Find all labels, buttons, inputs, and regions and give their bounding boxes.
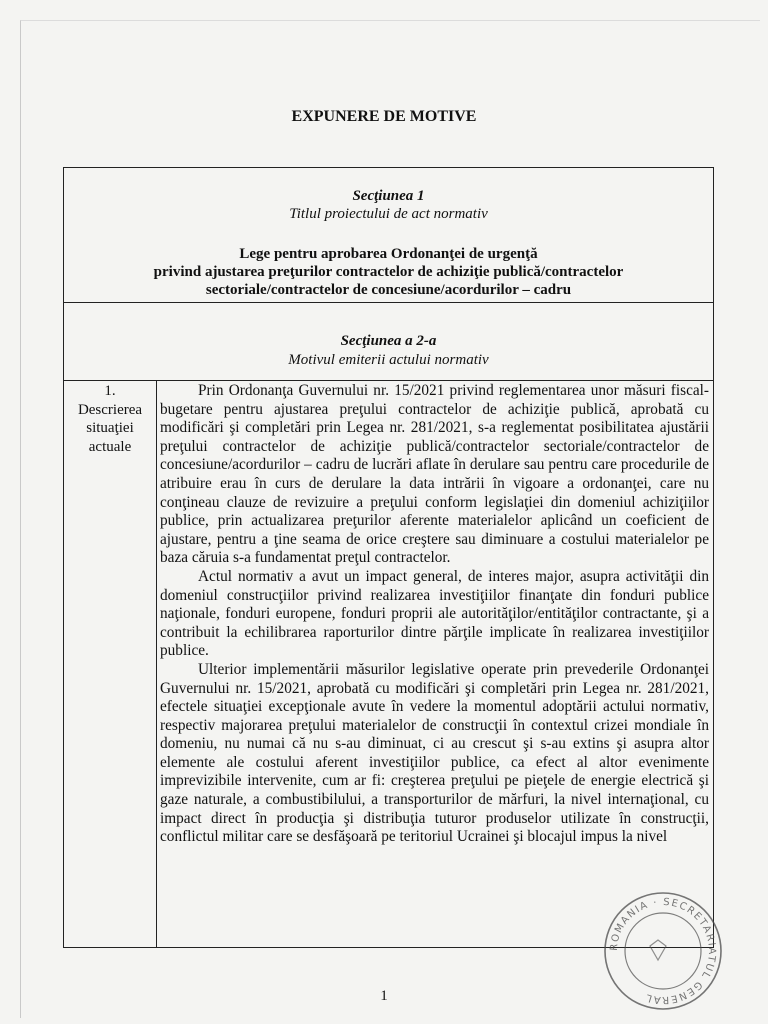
row-content-cell [157,381,713,947]
section-1 [64,168,713,303]
section-2-heading: Secţiunea a 2-a [340,333,437,349]
section-2 [64,303,713,381]
row-label-line: Descrierea [77,401,143,418]
law-title-line: Lege pentru aprobarea Ordonanţei de urgenţă [239,246,538,262]
row-number: 1. [104,383,116,399]
row-label-line: actuale [88,438,132,455]
law-title [64,245,713,299]
row-label-line: situaţiei [86,420,134,437]
motives-table [63,167,714,948]
law-title-line: privind ajustarea preţurilor contractelor de achiziţie publică/contractelor [153,264,624,280]
section-1-subheading: Titlul proiectului de act normativ [289,206,488,222]
paragraph: Actul normativ a avut un impact general, de interes major, asupra activităţii din domeniul construcţiilor privind realizarea investiţiilor finanţate din fonduri publice naţionale, fonduri europene, fonduri proprii ale autorităţilor/entităţilor contractante, şi a contribuit la echilibrarea raporturilor dintre părţile implicate în realizarea investiţiilor publice. [160,567,709,660]
stamp-text: ROMANIA · SECRETARIATUL GENERAL [608,896,718,1006]
stamp-emblem-icon [650,940,666,960]
section-1-heading: Secţiunea 1 [352,188,425,204]
table-row-current-situation [64,381,713,947]
law-title-line: sectoriale/contractelor de concesiune/acordurilor – cadru [205,282,572,298]
section-2-subheading: Motivul emiterii actului normativ [288,352,489,368]
paragraph: Ulterior implementării măsurilor legislative operate prin prevederile Ordonanţei Guvernului nr. 15/2021, aprobată cu modificări şi completări prin Legea nr. 281/2021, efectele situaţiei excepţionale avute în vedere la momentul adoptării actului normativ, respectiv majorarea preţului materialelor de construcţii în contextul crizei mondiale în domeniu, nu numai că nu s-au diminuat, ci au crescut şi s-au extins şi asupra altor elemente ale costului aferent investiţiilor publice, ca efect al altor evenimente imprevizibile intervenite, cum ar fi: creşterea preţului pe pieţele de energie electrică şi gaze naturale, a combustibilului, a transporturilor de mărfuri, la nivel internaţional, cu impact direct în producţia şi distribuţia tuturor produselor utilizate în construcţii, conflictul militar care se desfăşoară pe teritoriul Ucrainei şi blocajul impus la nivel [160,660,709,846]
paragraph: Prin Ordonanţa Guvernului nr. 15/2021 privind reglementarea unor măsuri fiscal-bugetare pentru ajustarea preţului contractelor de achiziţie publică, aprobată cu modificări şi completări prin Legea nr. 281/2021, s-a reglementat posibilitatea ajustării preţului contractelor de achiziţie publică/contractelor sectoriale/contractelor de concesiune/acordurilor – cadru de lucrări aflate în derulare sau pentru care procedurile de atribuire erau în curs de derulare la data intrării în vigoare a ordonanţei, care nu conţineau clauze de revizuire a preţului conform legislaţiei din domeniul achiziţiilor publice, prin actualizarea preţurilor aferente materialelor aplicând un coeficient de ajustare, pentru a ţine seama de orice creştere sau diminuare a costului materialelor pe baza căruia s-a fundamentat preţul contractelor. [160,382,709,567]
page-number: 1 [380,988,388,1004]
row-label-cell [64,381,157,947]
page-title: EXPUNERE DE MOTIVE [291,108,477,125]
